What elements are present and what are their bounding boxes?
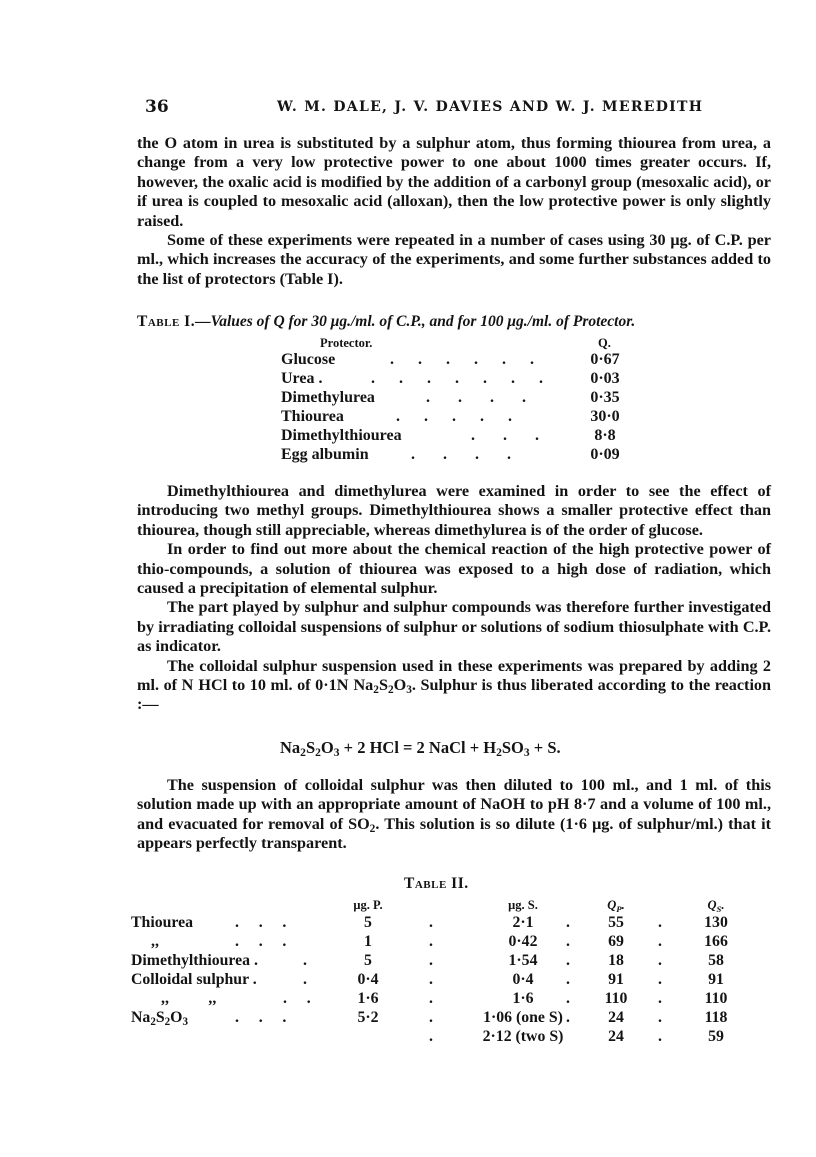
table2-s: 1·6 [512,990,534,1007]
table1-q: 8·8 [594,427,616,444]
table-row [281,446,633,465]
table2-substance: ,, [151,933,159,950]
table2-p: 5 [364,952,372,969]
separator-dot: . [566,952,570,969]
table1-protector: Egg albumin [281,446,369,463]
table2-s: 2·12 (two S) [482,1028,564,1045]
separator-dot: . [658,933,662,950]
separator-dot: . [658,1009,662,1026]
table1-col-protector: Protector. [320,336,373,350]
separator-dot: . [429,1009,433,1026]
table2-qs: 59 [708,1028,724,1045]
table-row [131,990,771,1009]
reaction-equation [280,738,561,758]
text-block-middle [137,482,771,715]
table2-qs: 91 [708,971,724,988]
separator-dot: . [429,990,433,1007]
text-run: The colloidal sulphur suspension used in these experiments was prepared by adding 2 ml. of [137,656,771,695]
table-row [281,351,633,370]
text-run: HCl to 10 ml. of 0·1 [198,676,337,695]
table2-qs: 118 [704,1009,728,1026]
table1-q: 30·0 [590,408,620,425]
chemical-formula: $Na_2S_2O_3$ [353,676,412,697]
separator-dot: . [566,933,570,950]
table2-p: 0·4 [357,971,379,988]
leader-dots: . [303,971,307,988]
formula-text: $Na_2S_2O_3$ [131,1009,188,1028]
table-row [131,1028,771,1047]
separator-dot: . [658,952,662,969]
leader-dots: . . . . [426,389,526,406]
table1-protector: Urea . [281,370,323,387]
table-row [281,370,633,389]
table2-s: 0·4 [512,971,534,988]
leader-dots: . . . . [411,446,511,463]
leader-dots: . . . [471,427,539,444]
table1-q: 0·67 [590,351,620,368]
table2-qs: 110 [704,990,728,1007]
leader-dots: . . . . . . . [371,370,543,387]
table1-label: Table I. [137,313,196,330]
table-row [131,914,771,933]
table2-qs: 130 [704,914,728,931]
table-row [131,952,771,971]
table2-header-s: μg. S. [508,898,538,912]
table1-protector: Glucose [281,351,336,368]
table-row [131,933,771,952]
separator-dot: . [658,1028,662,1045]
leader-dots: . [303,952,307,969]
text-run: . Sulphur is thus liberated according to the reaction :— [137,676,772,714]
table2-header-p: μg. P. [353,898,383,912]
leader-dots: . . [283,990,311,1007]
table2-caption [404,875,469,893]
table2-substance: Dimethylthiourea . [131,952,258,969]
separator-dot: . [429,933,433,950]
table-row [281,408,633,427]
leader-dots: . . . . . . [390,351,534,368]
leader-dots: . . . [235,933,287,950]
table2-substance: ,, ,, [161,990,217,1007]
separator-dot: . [566,990,570,1007]
text-block-bottom [137,776,771,854]
paragraph: Some of these experiments were repeated in a number of cases using 30 μg. of C.P. per ml., which increases the accuracy of the experiments, and some further substances added to the list of protectors (Table I). [137,231,771,288]
table-row [281,427,633,446]
paragraph-text: The suspension of colloidal sulphur was then diluted to 100 ml., and 1 ml. of this solution made up with an appropriate amount of NaOH to pH 8·7 and a volume of 100 ml., and evacuated for removal of $SO_2$. This solution is so dilute (1·6 μg. of sulphur/ml.) that it appears perfectly transparent. [137,776,771,853]
table1-caption [137,313,777,331]
separator-dot: . [429,1028,433,1045]
leader-dots: . . . [235,914,287,931]
qs-symbol: $Q_S$. [707,898,725,914]
table2-qs: 166 [704,933,728,950]
page-number: 36 [145,97,169,117]
separator-dot: . [658,971,662,988]
text-block-top [137,134,771,289]
table1-caption-text: —Values of Q for 30 μg./ml. of C.P., and for 100 μg./ml. of Protector. [195,313,636,330]
table2-s: 2·1 [512,914,534,931]
table2-header-qs [691,898,741,913]
table2-qp: 24 [608,1009,624,1026]
paragraph: The part played by sulphur and sulphur compounds was therefore further investigated by irradiating colloidal suspensions of sulphur or solutions of sodium thiosulphate with C.P. as indicator. [137,598,771,656]
leader-dots: . . . [235,1009,287,1026]
table2-header-qp [594,898,638,913]
table2-p: 5·2 [357,1009,379,1026]
table2-qp: 69 [608,933,624,950]
table2-s: 1·54 [508,952,538,969]
table2-qp: 18 [608,952,624,969]
table1-q: 0·35 [590,389,620,406]
table-row [131,971,771,990]
paragraph: Dimethylthiourea and dimethylurea were examined in order to see the effect of introducing two methyl groups. Dimethylthiourea shows a smaller protective effect than thiourea, though still appreciable, whereas dimethylurea is of the order of glucose. [137,482,771,539]
paragraph-colloidal [137,657,771,715]
table2-substance: Thiourea [131,914,194,931]
table1-protector: Dimethylurea [281,389,375,406]
table2-qs: 58 [708,952,724,969]
table1-col-q: Q. [598,336,611,350]
table2-p: 5 [364,914,372,931]
table1-protector: Thiourea [281,408,344,425]
paragraph: the O atom in urea is substituted by a sulphur atom, thus forming thiourea from urea, a change from a very low protective power to one about 1000 times greater occurs. If, however, the oxalic acid is modified by the addition of a carbonyl group (mesoxalic acid), or if urea is coupled to mesoxalic acid (alloxan), then the low protective power is only slightly raised. [137,134,771,230]
table2-substance: Colloidal sulphur . [131,971,257,988]
separator-dot: . [429,952,433,969]
table1-protector: Dimethylthiourea [281,427,402,444]
leader-dots: . . . . . [396,408,512,425]
table2-s: 0·42 [508,933,538,950]
separator-dot: . [658,914,662,931]
paragraph [137,776,771,854]
normality-symbol: N [181,676,194,695]
separator-dot: . [658,990,662,1007]
table2-p: 1 [364,933,372,950]
table2-qp: 24 [608,1028,624,1045]
table-row [281,389,633,408]
separator-dot: . [429,971,433,988]
separator-dot: . [429,914,433,931]
table-row [131,1009,771,1028]
separator-dot: . [566,914,570,931]
paragraph: In order to find out more about the chemical reaction of the high protective power of thio-compounds, a solution of thiourea was exposed to a high dose of radiation, which caused a precipitation of elemental sulphur. [137,540,771,598]
table1-q: 0·03 [590,370,620,387]
qp-symbol: $Q_P$. [607,898,625,914]
separator-dot: . [566,971,570,988]
separator-dot: . [566,1009,570,1026]
table2-s: 1·06 (one S) [483,1009,563,1026]
normality-symbol: N [336,676,349,695]
table2-qp: 55 [608,914,624,931]
equation-text: $Na_2S_2O_3 + 2$ HCl = 2 NaCl + $H_2SO_3 + S$. [280,738,561,759]
running-head: W. M. DALE, J. V. DAVIES AND W. J. MEREDITH [277,99,704,115]
table2-caption-text: Table II. [404,875,469,892]
table1-q: 0·09 [590,446,620,463]
table2-qp: 110 [604,990,628,1007]
table2-p: 1·6 [357,990,379,1007]
page-header [137,97,771,121]
table2-qp: 91 [608,971,624,988]
